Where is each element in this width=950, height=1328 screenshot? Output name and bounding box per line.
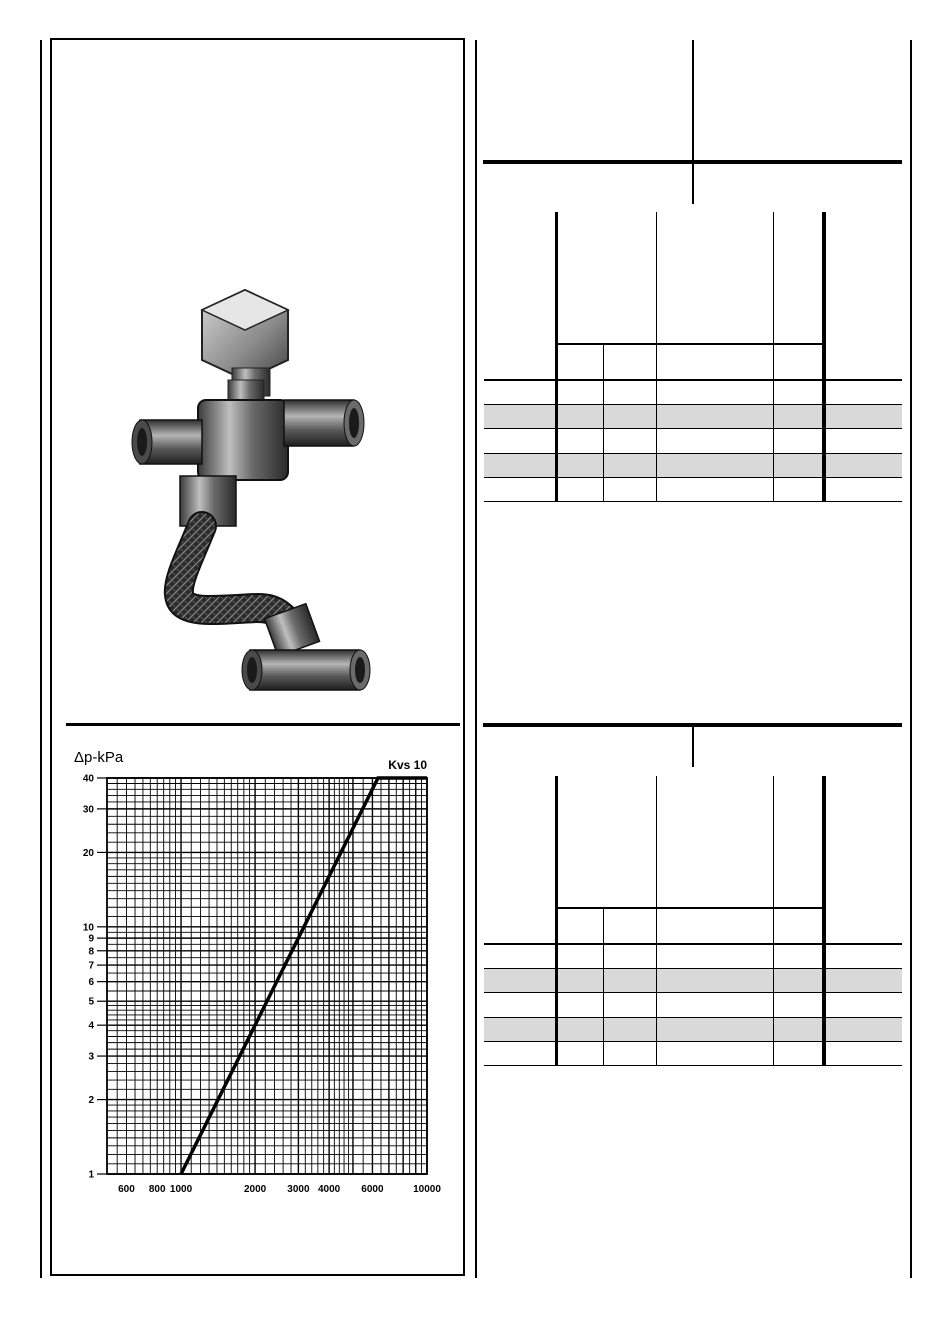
- x-tick-label: 3000: [287, 1184, 310, 1195]
- data-table-1: [484, 212, 902, 504]
- table-col-rule: [656, 212, 657, 502]
- table-row-rule: [484, 968, 902, 969]
- y-tick-label: 5: [88, 996, 94, 1008]
- x-tick-label: 800: [148, 1184, 166, 1195]
- table-row-shaded: [484, 453, 902, 477]
- section-divider-stub: [692, 727, 694, 767]
- table-col-rule-heavy: [555, 212, 558, 502]
- y-tick-label: 1: [88, 1169, 94, 1181]
- y-tick-label: 10: [82, 922, 94, 934]
- table-col-rule-heavy: [555, 776, 558, 1066]
- y-tick-label: 7: [88, 960, 94, 972]
- y-tick-label: 8: [88, 946, 94, 958]
- table-col-rule-heavy: [822, 776, 826, 1066]
- table-row-rule: [484, 992, 902, 993]
- y-tick-label: 6: [88, 977, 94, 989]
- plot-frame: [107, 778, 427, 1174]
- header-divider-stub: [692, 164, 694, 204]
- left-margin-rule: [40, 40, 42, 1278]
- center-rule: [475, 40, 477, 1278]
- table-row-shaded: [484, 404, 902, 428]
- table-col-rule: [603, 343, 604, 502]
- table-col-rule: [773, 212, 774, 502]
- y-axis-label: Δp-kPa: [74, 749, 124, 766]
- valve-illustration: [120, 280, 380, 710]
- series-label: Kvs 10: [388, 758, 427, 772]
- chart-section-rule: [66, 723, 460, 726]
- table-row-rule: [484, 1017, 902, 1018]
- table-row-rule: [484, 1065, 902, 1066]
- y-tick-label: 30: [82, 804, 94, 816]
- table-row-shaded: [484, 968, 902, 992]
- y-tick-label: 9: [88, 933, 94, 945]
- table-col-rule: [656, 776, 657, 1066]
- table-row-rule: [484, 379, 902, 381]
- table-row-rule: [484, 404, 902, 405]
- pressure-drop-chart: [60, 740, 455, 1210]
- table-row-rule: [484, 943, 902, 945]
- table-col-rule: [603, 907, 604, 1066]
- x-tick-label: 1000: [169, 1184, 193, 1195]
- data-table-2: [484, 776, 902, 1068]
- table-subheader-rule: [557, 907, 822, 909]
- y-tick-label: 2: [88, 1095, 94, 1107]
- table-row-rule: [484, 1041, 902, 1042]
- x-tick-label: 600: [118, 1184, 135, 1195]
- table-row-shaded: [484, 1017, 902, 1041]
- table-col-rule-heavy: [822, 212, 826, 502]
- table-row-rule: [484, 501, 902, 502]
- table-col-rule: [773, 776, 774, 1066]
- table-row-rule: [484, 477, 902, 478]
- header-divider-vertical: [692, 40, 694, 165]
- y-tick-label: 20: [82, 847, 94, 859]
- y-tick-label: 3: [88, 1051, 94, 1063]
- y-tick-label: 40: [82, 773, 94, 785]
- series-line-kvs-10: [181, 778, 427, 1174]
- x-tick-label: 4000: [317, 1184, 341, 1195]
- table-row-rule: [484, 453, 902, 454]
- x-tick-label: 10000: [413, 1184, 441, 1195]
- right-margin-rule: [910, 40, 912, 1278]
- y-tick-label: 4: [88, 1020, 94, 1032]
- table-subheader-rule: [557, 343, 822, 345]
- x-tick-label: 6000: [361, 1184, 384, 1195]
- x-tick-label: 2000: [243, 1184, 267, 1195]
- table-row-rule: [484, 428, 902, 429]
